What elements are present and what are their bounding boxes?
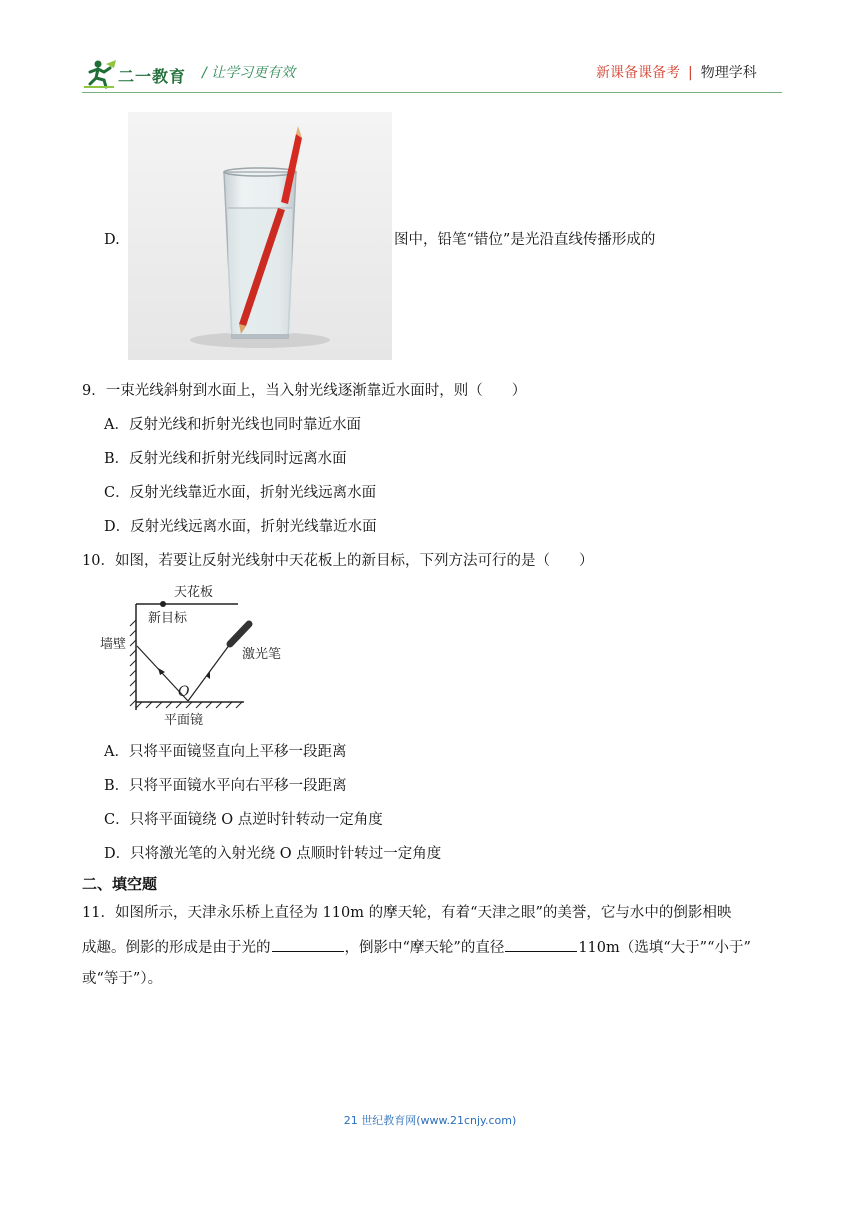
diagram-label-wall: 墙壁 bbox=[100, 637, 127, 652]
mirror-reflection-diagram bbox=[98, 580, 298, 730]
q11-line-2-part-a: 成趣。倒影的形成是由于光的 bbox=[82, 940, 271, 956]
q9-option-b: B．反射光线和折射光线同时远离水面 bbox=[104, 451, 347, 467]
q10-option-d: D．只将激光笔的入射光绕 O 点顺时针转过一定角度 bbox=[104, 846, 442, 862]
diagram-label-laser: 激光笔 bbox=[242, 647, 282, 662]
q10-option-c: C．只将平面镜绕 O 点逆时针转动一定角度 bbox=[104, 812, 383, 828]
header-rule bbox=[82, 92, 782, 93]
q11-line-3: 或“等于”）。 bbox=[82, 971, 163, 987]
q11-line-2-part-c: 110m（选填“大于”“小于” bbox=[578, 940, 751, 956]
header-tag-subject: 物理学科 bbox=[700, 65, 757, 81]
section-title-fill-in: 二、填空题 bbox=[82, 875, 158, 893]
diagram-label-mirror: 平面镜 bbox=[164, 713, 204, 728]
diagram-label-target: 新目标 bbox=[148, 611, 188, 626]
q11-line-2 bbox=[82, 937, 751, 958]
q9-option-d: D．反射光线远离水面，折射光线靠近水面 bbox=[104, 519, 377, 535]
q8-option-d-letter: D. bbox=[104, 232, 120, 248]
pencil-in-glass-photo bbox=[128, 112, 392, 360]
diagram-label-point-o: O bbox=[178, 684, 190, 700]
q11-line-2-part-b: ，倒影中“摩天轮”的直径 bbox=[344, 940, 505, 956]
footer-link[interactable]: 21 世纪教育网(www.21cnjy.com) bbox=[343, 1114, 517, 1127]
header-slogan: / 让学习更有效 bbox=[202, 65, 296, 81]
q9-option-c: C．反射光线靠近水面，折射光线远离水面 bbox=[104, 485, 377, 501]
header-tag-course: 新课备课备考 bbox=[596, 65, 680, 81]
q8-option-d-text: 图中，铅笔“错位”是光沿直线传播形成的 bbox=[394, 232, 656, 248]
q9-stem: 9．一束光线斜射到水面上，当入射光线逐渐靠近水面时，则（ ） bbox=[82, 383, 527, 399]
q10-stem: 10．如图，若要让反射光线射中天花板上的新目标，下列方法可行的是（ ） bbox=[82, 553, 594, 569]
q10-option-a: A．只将平面镜竖直向上平移一段距离 bbox=[104, 744, 347, 760]
diagram-label-ceiling: 天花板 bbox=[174, 585, 214, 600]
q9-option-a: A．反射光线和折射光线也同时靠近水面 bbox=[104, 417, 361, 433]
brand-name: 二一教育 bbox=[118, 67, 187, 86]
q10-option-b: B．只将平面镜水平向右平移一段距离 bbox=[104, 778, 347, 794]
q11-blank-2[interactable] bbox=[505, 937, 577, 952]
q11-blank-1[interactable] bbox=[272, 937, 344, 952]
header-tags bbox=[596, 62, 757, 82]
header-divider: | bbox=[688, 65, 693, 81]
q11-line-1: 11．如图所示，天津永乐桥上直径为 110m 的摩天轮，有着“天津之眼”的美誉，它与水中的倒影相映 bbox=[82, 905, 732, 921]
